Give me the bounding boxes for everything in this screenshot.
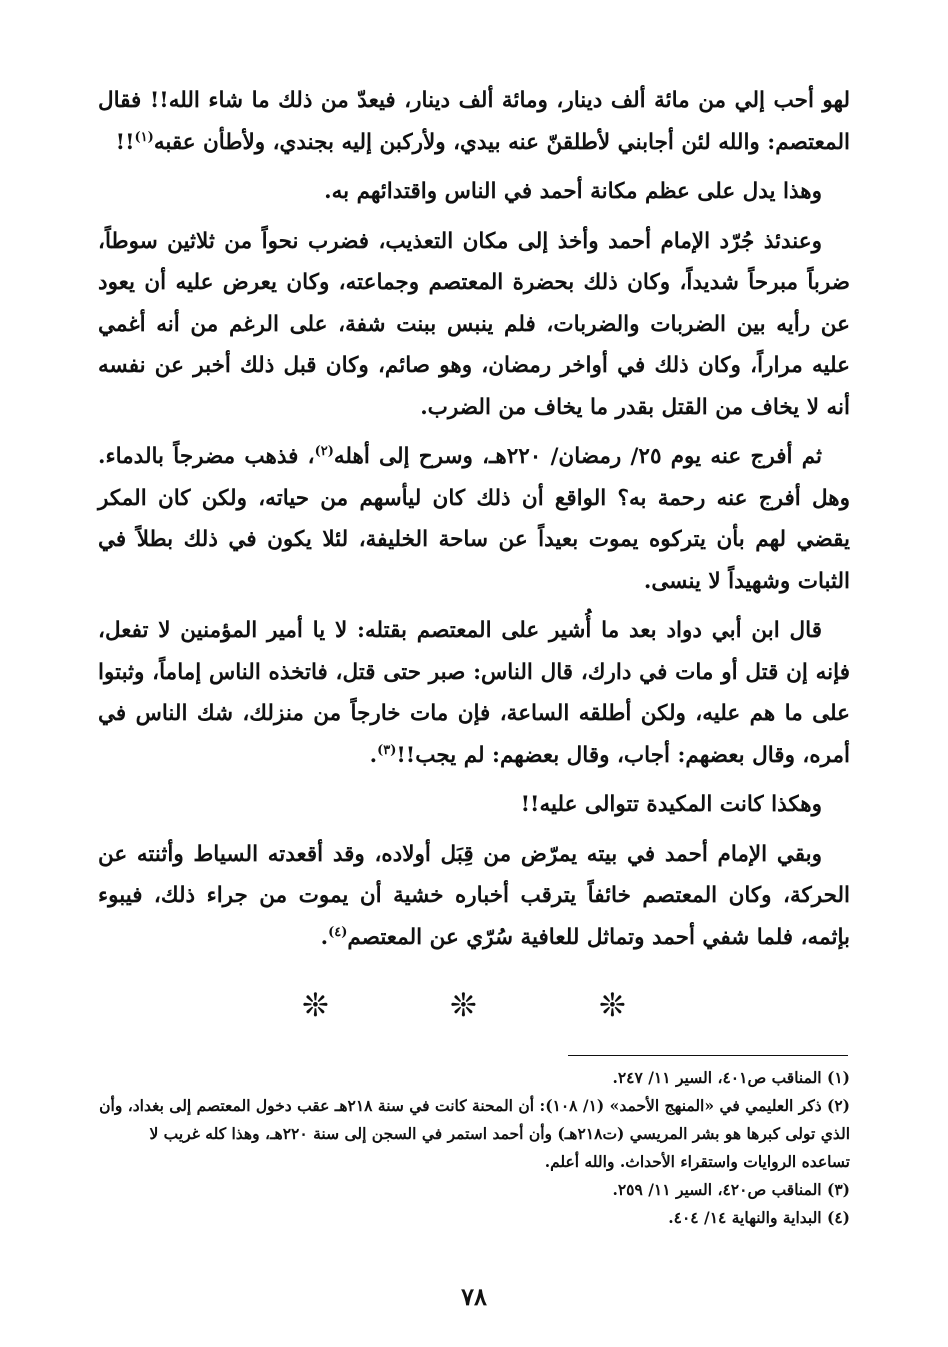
main-text [98,80,850,966]
footnote-divider [568,1055,848,1056]
paragraph-4-text: ثم أفرج عنه يوم ٢٥/ رمضان/ ٢٢٠هـ، وسرح إلى أهله [333,444,822,469]
footnote-ref-1: (١) [134,129,154,145]
footnote-3: (٣) المناقب ص٤٢٠، السير ١١/ ٢٥٩. [612,1180,850,1199]
footnote-ref-3: (٣) [377,742,397,758]
paragraph-1-tail: !! [115,129,135,155]
paragraph-5-tail: . [369,742,378,768]
footnote-ref-4: (٤) [328,924,348,940]
footnote-4: (٤) البداية والنهاية ١٤/ ٤٠٤. [668,1208,850,1227]
paragraph-3 [98,221,850,429]
footnote-1: (١) المناقب ص٤٠١، السير ١١/ ٢٤٧. [612,1068,850,1087]
footnote-ref-2: (٢) [314,443,334,459]
footnotes [98,1064,850,1232]
paragraph-5-text: قال ابن أبي دواد بعد ما أُشير على المعتصم بقتله: لا يا أمير المؤمنين لا تفعل، فإنه إن قتل أو مات في دارك، قال الناس: صبر حتى قتل، فاتخذه الناس إماماً، وثبتوا على ما هم عليه، ولكن أطلقه الساعة، فإن مات خارجاً من منزلك، شك الناس في أمره، وقال بعضهم: أجاب، وقال بعضهم: لم يجب!! [98,618,850,768]
asterism-icon: ❊ [450,986,477,1024]
paragraph-4-tail: ، فذهب مضرجاً بالدماء. وهل أفرج عنه رحمة به؟ الواقع أن ذلك كان ليأسهم من حياته، ولكن كان المكر يقضي لهم بأن يتركوه يموت بعيداً عن ساحة الخليفة، لئلا يكون في ذلك بطلاً في الثبات وشهيداً لا ينسى. [98,444,850,594]
paragraph-3-text: وعندئذ جُرّد الإمام أحمد وأخذ إلى مكان التعذيب، فضرب نحواً من ثلاثين سوطاً، ضرباً مبرحاً شديداً، وكان ذلك بحضرة المعتصم وجماعته، وكان يعرض عليه أن يعود عن رأيه بين الضربات والضربات، فلم ينبس ببنت شفة، على الرغم من أنه أغمي عليه مراراً، وكان ذلك في أواخر رمضان، وهو صائم، وكان قبل ذلك أخبر عن نفسه أنه لا يخاف من القتل بقدر ما يخاف من الضرب. [98,228,850,420]
paragraph-2 [98,171,850,213]
asterism-icon: ❊ [302,986,329,1024]
asterism-icon: ❊ [599,986,626,1024]
paragraph-1-text: لهو أحب إلي من مائة ألف دينار، ومائة ألف دينار، فيعدّ من ذلك ما شاء الله!! فقال المعتصم: والله لئن أجابني لأطلقنّ عنه بيدي، ولأركبن إليه بجندي، ولأطأن عقبه [98,88,850,155]
paragraph-6 [98,784,850,826]
paragraph-7-text: وبقي الإمام أحمد في بيته يمرّض من قِبَل أولاده، وقد أقعدته السياط وأثنته عن الحركة، وكان المعتصم خائفاً يترقب أخباره خشية أن يموت من جراء ذلك، فيبوء بإثمه، فلما شفي أحمد وتماثل للعافية سُرّي عن المعتصم [98,841,850,950]
paragraph-6-text: وهكذا كانت المكيدة تتوالى عليه!! [520,792,822,817]
footnote-2: (٢) ذكر العليمي في «المنهج الأحمد» (١/ ١٠٨): أن المحنة كانت في سنة ٢١٨هـ عقب دخول المعتصم إلى بغداد، وأن الذي تولى كبرها هو بشر المريسي (ت٢١٨هـ) وأن أحمد استمر في السجن إلى سنة ٢٢٠هـ، وهذا كله غريب لا تساعده الروايات واستقراء الأحداث. والله أعلم. [99,1096,850,1171]
paragraph-2-text: وهذا يدل على عظم مكانة أحمد في الناس واقتدائهم به. [324,179,822,204]
paragraph-1 [98,80,850,163]
paragraph-5 [98,610,850,776]
paragraph-4 [98,436,850,602]
paragraph-7 [98,834,850,959]
page-number: ٧٨ [461,1282,487,1311]
section-separator [0,985,948,1025]
paragraph-7-tail: . [320,924,329,950]
